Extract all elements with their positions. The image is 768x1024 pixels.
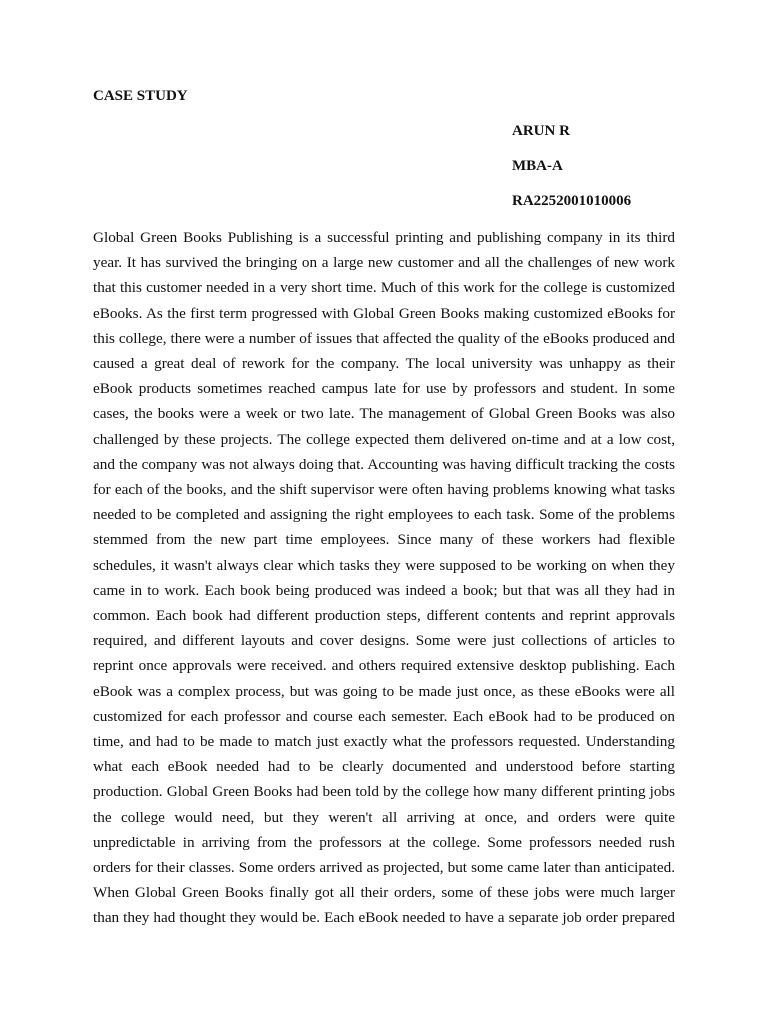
author-name: ARUN R	[512, 123, 570, 139]
document-heading: CASE STUDY	[93, 88, 188, 104]
register-number: RA2252001010006	[512, 193, 632, 209]
body-paragraph: Global Green Books Publishing is a successful printing and publishing company in its third year. It has survived the bringing on a large new customer and all the challenges of new work that this customer needed in a very short time. Much of this work for the college is customized eBooks. As the first term progressed with Global Green Books making customized eBooks for this college, there were a number of issues that affected the quality of the eBooks produced and caused a great deal of rework for the company. The local university was unhappy as their eBook products sometimes reached campus late for use by professors and student. In some cases, the books were a week or two late. The management of Global Green Books was also challenged by these projects. The college expected them delivered on-time and at a low cost, and the company was not always doing that. Accounting was having difficult tracking the costs for each of the books, and the shift supervisor were often having problems knowing what tasks needed to be completed and assigning the right employees to each task. Some of the problems stemmed from the new part time employees. Since many of these workers had flexible schedules, it wasn't always clear which tasks they were supposed to be working on when they came in to work. Each book being produced was indeed a book; but that was all they had in common. Each book had different production steps, different contents and reprint approvals required, and different layouts and cover designs. Some were just collections of articles to reprint once approvals were received. and others required extensive desktop publishing. Each eBook was a complex process, but was going to be made just once, as these eBooks were all customized for each professor and course each semester. Each eBook had to be produced on time, and had to be made to match just exactly what the professors requested. Understanding what each eBook needed had to be clearly documented and understood before starting production. Global Green Books had been told by the college how many different printing jobs the college would need, but they weren't all arriving at once, and orders were quite unpredictable in arriving from the professors at the college. Some professors needed rush orders for their classes. Some orders arrived as projected, but some came later than anticipated. When Global Green Books finally got all their orders, some of these jobs were much larger than they had thought they would be. Each eBook needed to have a separate job order prepared	[93, 229, 675, 927]
program-label: MBA-A	[512, 158, 563, 174]
